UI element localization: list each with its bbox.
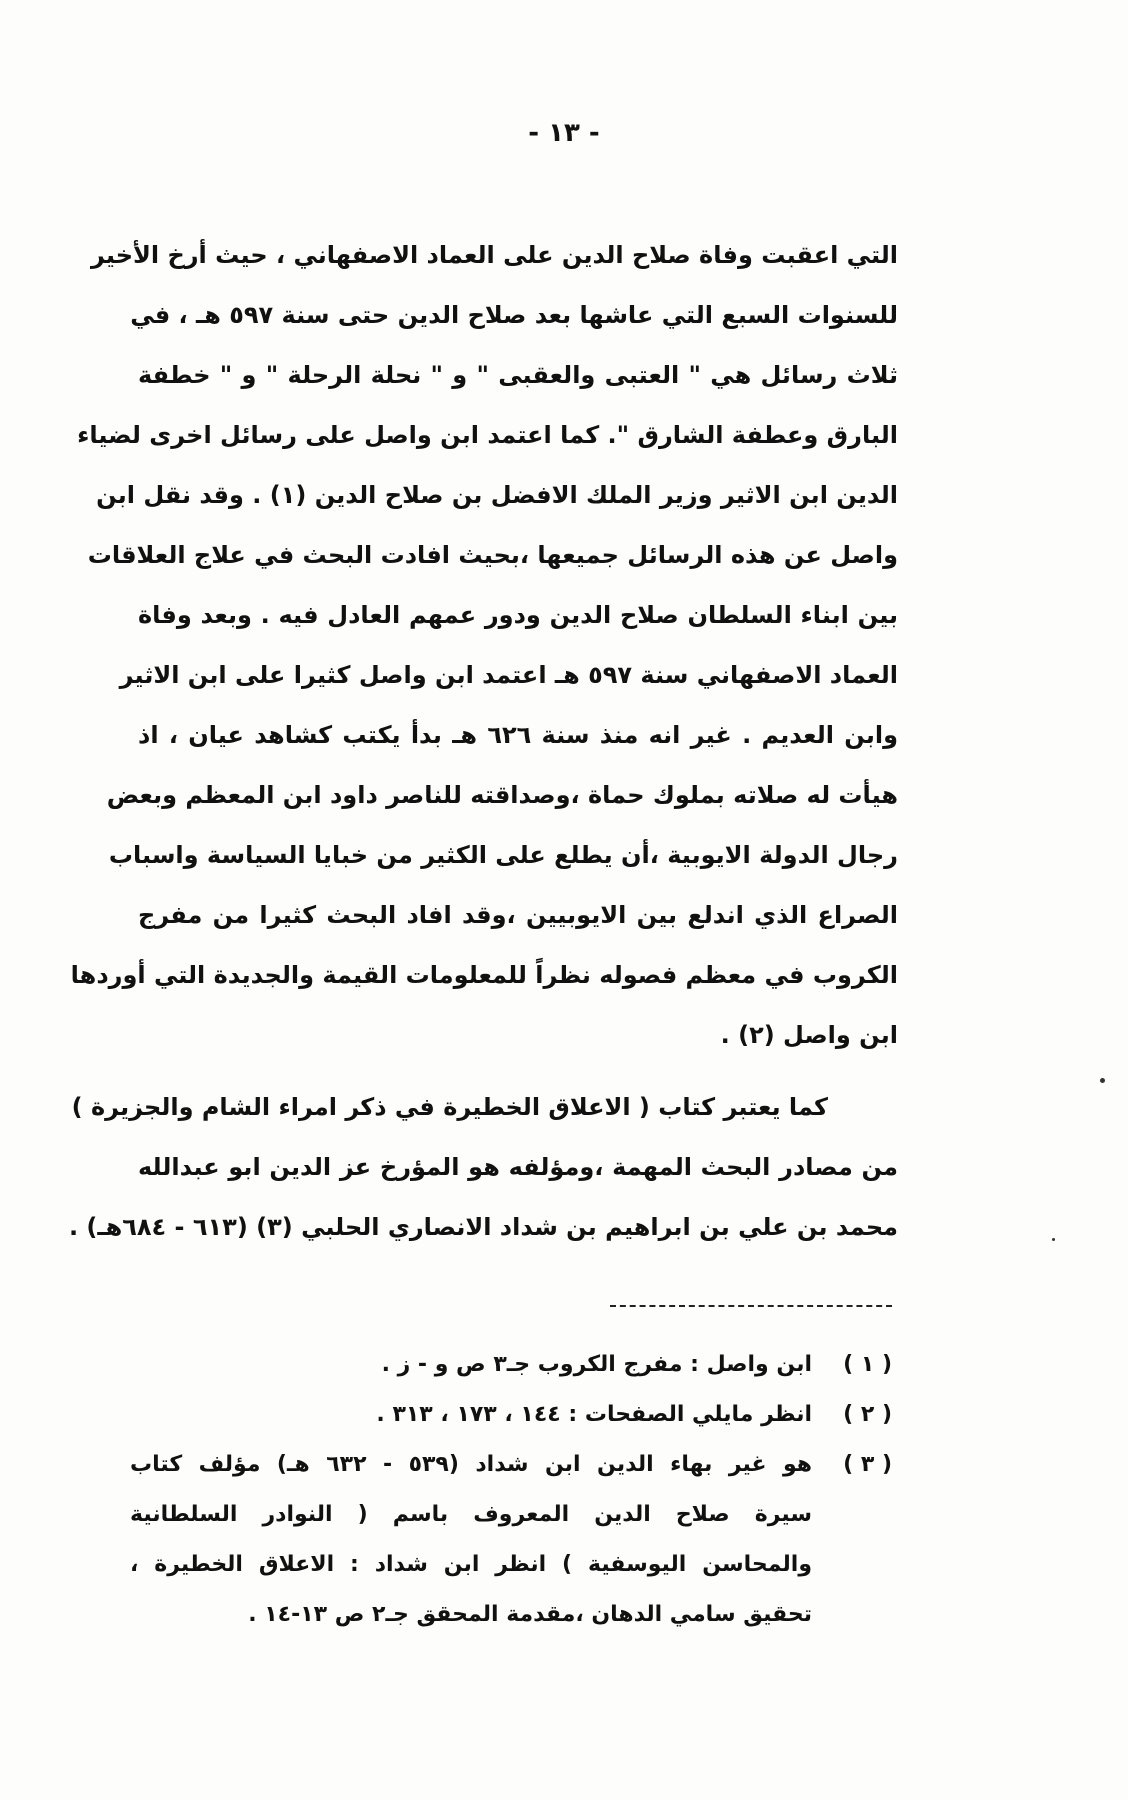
- paragraph-start: [71, 1077, 898, 1137]
- footnote-divider: [610, 1305, 892, 1307]
- text-line: هيأت له صلاته بملوك حماة ،وصداقته للناصر داود ابن المعظم وبعض: [106, 781, 898, 809]
- text-line: بين ابناء السلطان صلاح الدين ودور عمهم العادل فيه . وبعد وفاة: [138, 601, 898, 629]
- text-line: البارق وعطفة الشارق ". كما اعتمد ابن واصل على رسائل اخرى لضياء: [77, 421, 898, 449]
- footnote-line: والمحاسن اليوسفية ) انظر ابن شداد : الاعلاق الخطيرة ،: [130, 1552, 812, 1577]
- footnote-number: ( ٢ ): [843, 1402, 892, 1427]
- main-text: [68, 225, 898, 1257]
- footnote-body: [130, 1440, 812, 1640]
- text-line: للسنوات السبع التي عاشها بعد صلاح الدين حتى سنة ٥٩٧ هـ ، في: [130, 301, 898, 329]
- footnote-line: ابن واصل : مفرج الكروب جـ٣ ص و - ز .: [381, 1352, 812, 1377]
- scan-speck: [1100, 1078, 1105, 1083]
- footnote-line: سيرة صلاح الدين المعروف باسم ( النوادر السلطانية: [130, 1502, 812, 1527]
- scan-speck: [1052, 1238, 1055, 1241]
- footnote-number: ( ٣ ): [843, 1452, 892, 1477]
- footnote-number: ( ١ ): [843, 1352, 892, 1377]
- footnote-1: [130, 1340, 892, 1390]
- text-line: رجال الدولة الايوبية ،أن يطلع على الكثير من خبايا السياسة واسباب: [108, 841, 898, 869]
- text-line: محمد بن علي بن ابراهيم بن شداد الانصاري الحلبي (٣) (٦١٣ - ٦٨٤هـ) .: [68, 1213, 898, 1241]
- footnotes: [130, 1340, 892, 1640]
- text-line: الدين ابن الاثير وزير الملك الافضل بن صلاح الدين (١) . وقد نقل ابن: [96, 481, 898, 509]
- footnote-line: انظر مايلي الصفحات : ١٤٤ ، ١٧٣ ، ٣١٣ .: [376, 1402, 812, 1427]
- footnote-line: تحقيق سامي الدهان ،مقدمة المحقق جـ٢ ص ١٣-١٤ .: [248, 1602, 812, 1627]
- text-line: التي اعقبت وفاة صلاح الدين على العماد الاصفهاني ، حيث أرخ الأخير: [90, 241, 898, 269]
- text-line: واصل عن هذه الرسائل جميعها ،بحيث افادت البحث في علاج العلاقات: [87, 541, 898, 569]
- text-line: كما يعتبر كتاب ( الاعلاق الخطيرة في ذكر امراء الشام والجزيرة ): [71, 1093, 828, 1121]
- text-line: ثلاث رسائل هي " العتبى والعقبى " و " نحلة الرحلة " و " خطفة: [138, 361, 898, 389]
- footnote-3: [130, 1440, 892, 1640]
- footnote-2: [130, 1390, 892, 1440]
- footnote-line: هو غير بهاء الدين ابن شداد (٥٣٩ - ٦٣٢ هـ) مؤلف كتاب: [130, 1452, 813, 1477]
- text-line: وابن العديم . غير انه منذ سنة ٦٢٦ هـ بدأ يكتب كشاهد عيان ، اذ: [138, 721, 898, 749]
- text-line: العماد الاصفهاني سنة ٥٩٧ هـ اعتمد ابن واصل كثيرا على ابن الاثير: [119, 661, 898, 689]
- footnote-body: [130, 1390, 812, 1440]
- page-number: - ١٣ -: [528, 118, 600, 148]
- text-line: ابن واصل (٢) .: [720, 1021, 898, 1049]
- text-line: الكروب في معظم فصوله نظراً للمعلومات القيمة والجديدة التي أوردها: [70, 961, 898, 989]
- footnote-body: [130, 1340, 812, 1390]
- text-line: من مصادر البحث المهمة ،ومؤلفه هو المؤرخ عز الدين ابو عبدالله: [138, 1153, 898, 1181]
- text-line: الصراع الذي اندلع بين الايوبيين ،وقد افاد البحث كثيرا من مفرج: [138, 901, 898, 929]
